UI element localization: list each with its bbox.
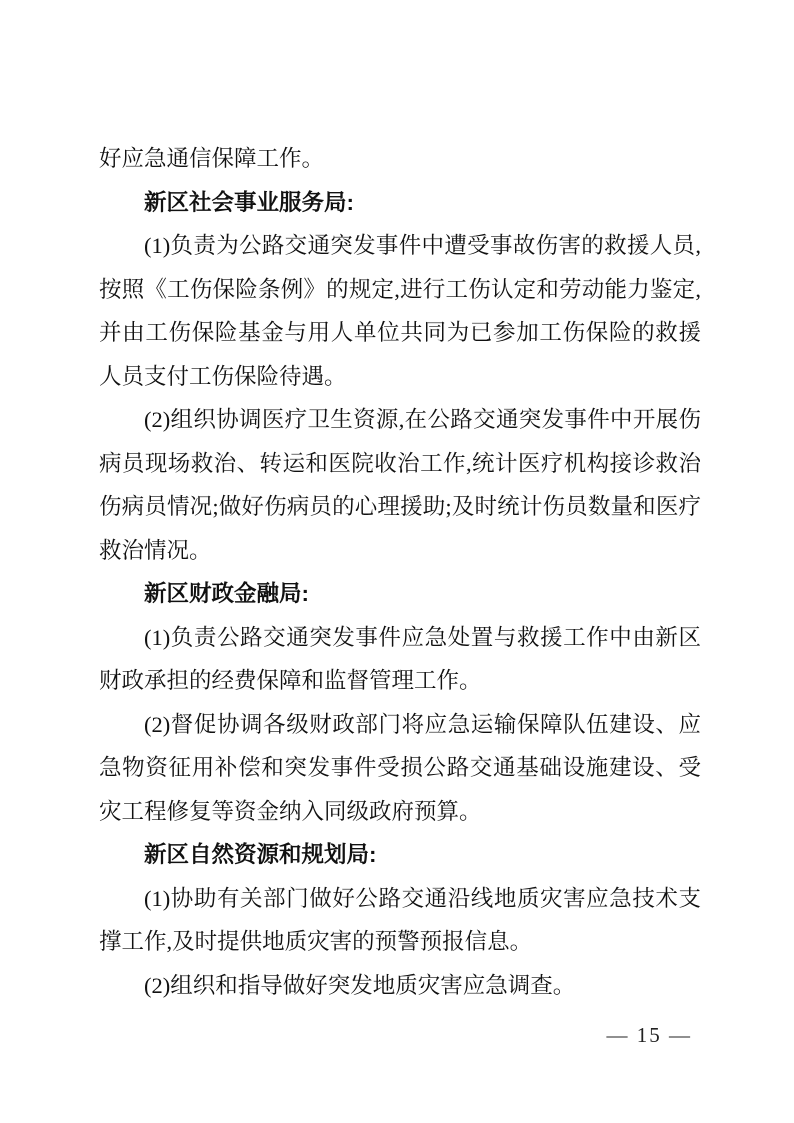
paragraph-natural-resources-item-2: (2)组织和指导做好突发地质灾害应急调查。 <box>144 972 576 998</box>
paragraph-natural-resources-item-1: (1)协助有关部门做好公路交通沿线地质灾害应急技术支撑工作,及时提供地质灾害的预警预报信息。 <box>99 885 701 954</box>
paragraph-social-affairs-item-1: (1)负责为公路交通突发事件中遭受事故伤害的救援人员,按照《工伤保险条例》的规定,进行工伤认定和劳动能力鉴定,并由工伤保险基金与用人单位共同为已参加工伤保险的救援人员支付工伤保险待遇。 <box>99 233 701 389</box>
page-number: — 15 — <box>606 1023 692 1047</box>
section-heading-finance-bureau: 新区财政金融局: <box>144 581 309 606</box>
paragraph-social-affairs-item-2: (2)组织协调医疗卫生资源,在公路交通突发事件中开展伤病员现场救治、转运和医院收治工作,统计医疗机构接诊救治伤病员情况;做好伤病员的心理援助;及时统计伤员数量和医疗救治情况。 <box>99 407 701 563</box>
section-heading-natural-resources-bureau: 新区自然资源和规划局: <box>144 842 377 867</box>
paragraph-continuation: 好应急通信保障工作。 <box>99 146 325 171</box>
paragraph-finance-item-1: (1)负责公路交通突发事件应急处置与救援工作中由新区财政承担的经费保障和监督管理工作。 <box>99 624 701 693</box>
paragraph-finance-item-2: (2)督促协调各级财政部门将应急运输保障队伍建设、应急物资征用补偿和突发事件受损公路交通基础设施建设、受灾工程修复等资金纳入同级政府预算。 <box>99 711 701 824</box>
document-content <box>99 137 701 1007</box>
section-heading-social-affairs-bureau: 新区社会事业服务局: <box>144 189 354 215</box>
